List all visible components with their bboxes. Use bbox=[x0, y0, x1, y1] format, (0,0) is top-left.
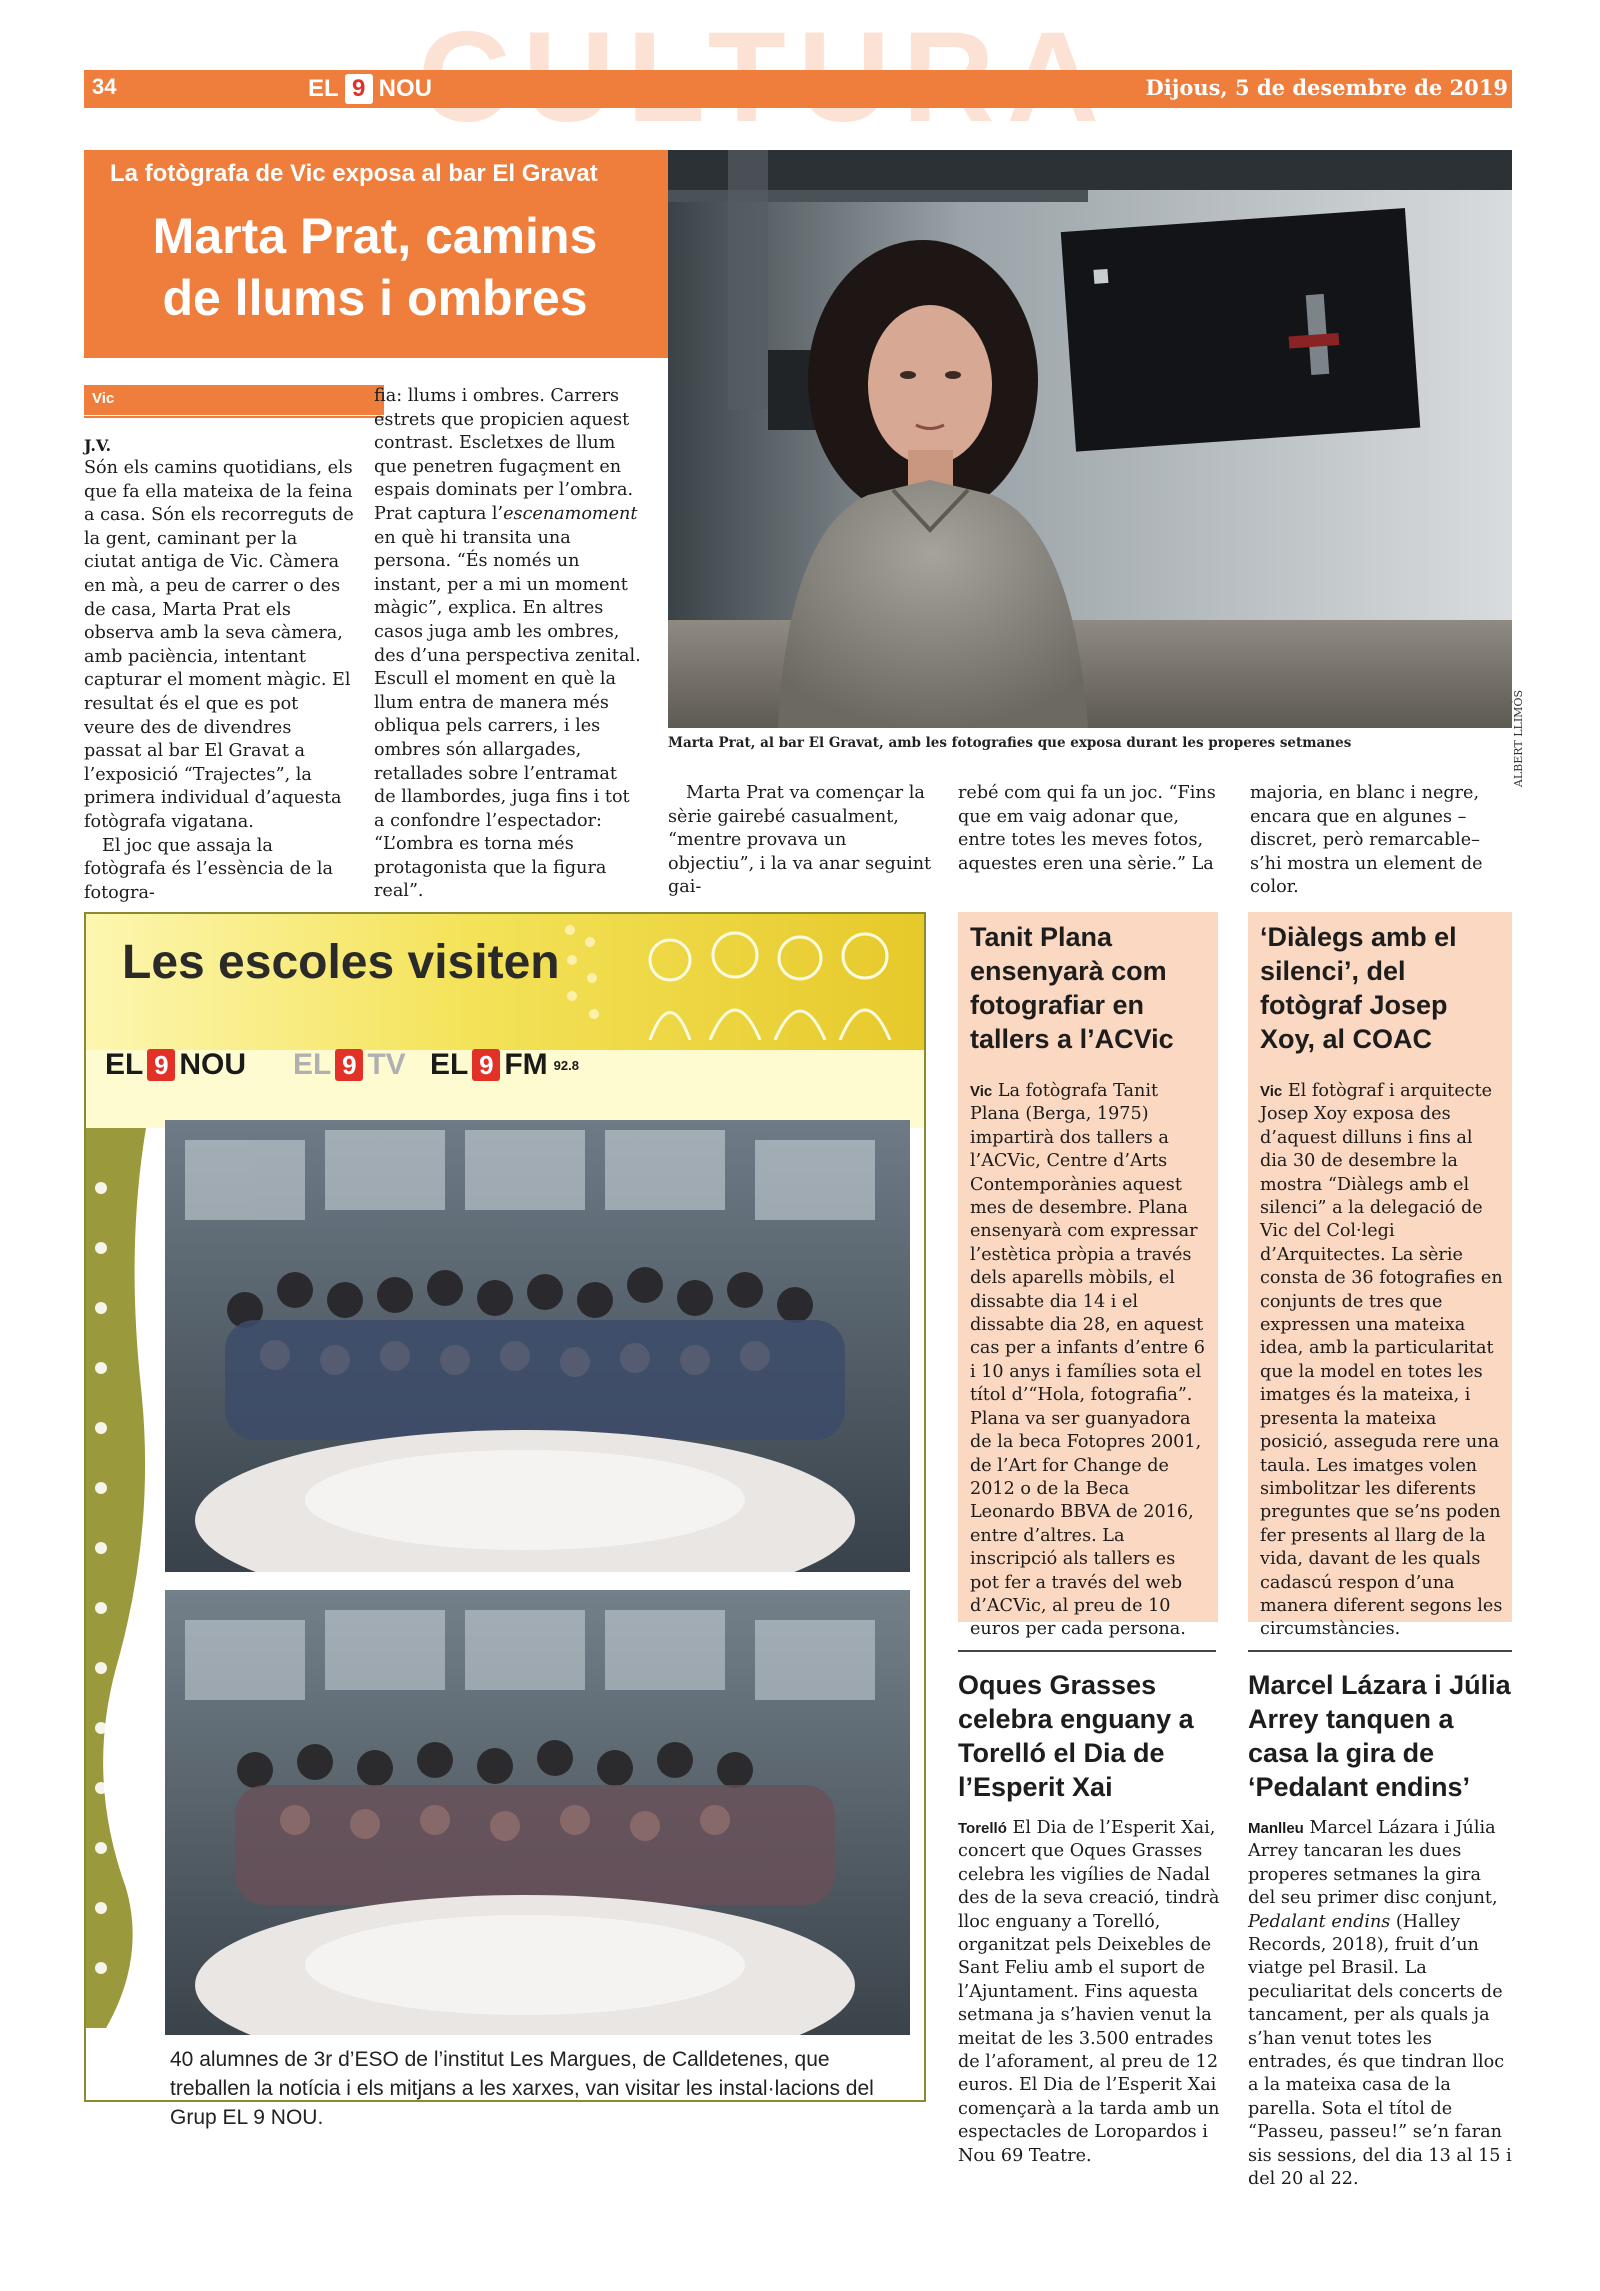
emphasis-text: escenamoment bbox=[503, 503, 638, 524]
photo-credit: ALBERT LLIMÓS bbox=[1512, 690, 1525, 788]
brief-title: Oques Grasses celebra enguany a Torelló el Dia de l’Esperit Xai bbox=[958, 1670, 1194, 1802]
school-group-photo-1 bbox=[165, 1120, 910, 1572]
emphasis-text: Pedalant endins bbox=[1248, 1911, 1391, 1932]
logo-prefix: EL bbox=[308, 75, 339, 102]
brief-text bbox=[1260, 1080, 1505, 1642]
brief-divider bbox=[958, 1650, 1216, 1652]
brief-divider bbox=[1248, 1650, 1512, 1652]
brief-body: El Dia de l’Esperit Xai, concert que Oques Grasses celebra les vigílies de Nadal des de la seva creació, tindrà lloc enguany a Torelló, organitzat pels Deixebles de Sant Feliu amb el suport de l’Ajuntament. Fins aquesta setmana ja s’havien venut la meitat de les 3.500 entrades de l’aforament, al preu de 12 euros. El Dia de l’Esperit Xai començarà a la tarda amb un espectacles de Loropardos i Nou 69 Teatre. bbox=[958, 1818, 1220, 2166]
logo-suffix: NOU bbox=[378, 75, 433, 102]
brief-location: Manlleu bbox=[1248, 1820, 1304, 1837]
logo-nine: 9 bbox=[345, 74, 373, 104]
brand-suffix: NOU bbox=[179, 1048, 247, 1081]
page-number: 34 bbox=[92, 74, 117, 99]
brand-prefix: EL bbox=[293, 1048, 332, 1081]
story-column-5 bbox=[1250, 782, 1512, 900]
brief-title: Marcel Lázara i Júlia Arrey tanquen a casa la gira de ‘Pedalant endins’ bbox=[1248, 1670, 1511, 1802]
issue-date: Dijous, 5 de desembre de 2019 bbox=[1145, 75, 1508, 100]
brief-text bbox=[1248, 1817, 1512, 2192]
text-run: en què hi transita una persona. “És només un instant, per a mi un moment màgic”, explica. En altres casos juga amb les ombres, des d’una perspectiva zenital. Escull el moment en què la llum entra de manera més obliqua pels carrers, i les ombres són allargades, retallades sobre l’entramat de llambordes, juga fins i tot a confondre l’espectador: “L’ombra es torna més protagonista que la figura real”. bbox=[374, 527, 641, 902]
location-bar bbox=[84, 385, 384, 415]
brief-body: El fotògraf i arquitecte Josep Xoy exposa des d’aquest dilluns i fins al dia 30 de desembre la mostra “Diàlegs amb el silenci” a la delegació de Vic del Col·legi d’Arquitectes. La sèrie consta de 36 fotografies en conjunts de tres que expressen una mateixa idea, amb la particularitat que la model en totes les imatges és la mateixa, i presenta la mateixa posició, asseguda rere una taula. Les imatges volen simbolitzar les diferents preguntes que se’ns poden fer presents al llarg de la vida, davant de les quals cadascú respon d’una manera diferent segons les circumstàncies. bbox=[1260, 1081, 1503, 1640]
brand-prefix: EL bbox=[105, 1048, 144, 1081]
school-panel-caption: 40 alumnes de 3r d’ESO de l’institut Les Margues, de Calldetenes, que treballen la notícia i els mitjans a les xarxes, van visitar les instal·lacions del Grup EL 9 NOU. bbox=[170, 2048, 874, 2129]
story-paragraph: Marta Prat va començar la sèrie gairebé casualment, “mentre provava un objectiu”, i la va anar seguint gai- bbox=[668, 783, 932, 898]
story-paragraph: rebé com qui fa un joc. “Fins que em vaig adonar que, entre totes les meves fotos, aquestes eren una sèrie.” La bbox=[958, 783, 1216, 874]
brand-nine: 9 bbox=[147, 1049, 175, 1081]
story-kicker: La fotògrafa de Vic exposa al bar El Gravat bbox=[110, 160, 598, 187]
story-location: Vic bbox=[92, 390, 115, 407]
brief-location: Torelló bbox=[958, 1820, 1007, 1837]
portrait-photo bbox=[668, 150, 1512, 728]
brief-location: Vic bbox=[970, 1083, 993, 1100]
paper-logo bbox=[308, 72, 432, 106]
kids-illustration bbox=[560, 920, 920, 1040]
group-photo-image bbox=[165, 1590, 910, 2035]
story-headline bbox=[90, 205, 660, 329]
brand-el9fm-logo bbox=[430, 1048, 579, 1082]
brand-el9nou-logo bbox=[105, 1048, 246, 1082]
photo-caption: Marta Prat, al bar El Gravat, amb les fotografies que exposa durant les properes setmanes bbox=[668, 735, 1352, 751]
brief-body: La fotògrafa Tanit Plana (Berga, 1975) impartirà dos tallers a l’ACVic, Centre d’Arts Contemporànies aquest mes de desembre. Plana ensenyarà com expressar l’estètica pròpia a través dels aparells mòbils, el dissabte dia 14 i el dissabte dia 28, en aquest cas per a infants d’entre 6 i 10 anys i famílies sota el títol d’“Hola, fotografia”. Plana va ser guanyadora de la beca Fotopres 2001, de l’Art for Change de 2012 o de la Beca Leonardo BBVA de 2016, entre d’altres. La inscripció als tallers es pot fer a través del web d’ACVic, al preu de 10 euros per cada persona. bbox=[970, 1081, 1205, 1640]
story-paragraph: majoria, en blanc i negre, encara que en algunes –discret, però remarcable– s’hi mostra un element de color. bbox=[1250, 783, 1483, 898]
brand-nine: 9 bbox=[472, 1049, 500, 1081]
brand-nine: 9 bbox=[335, 1049, 363, 1081]
story-paragraph: El joc que assaja la fotògrafa és l’essència de la fotogra- bbox=[84, 835, 333, 903]
brand-prefix: EL bbox=[430, 1048, 469, 1081]
main-photo bbox=[668, 150, 1512, 728]
school-group-photo-2 bbox=[165, 1590, 910, 2035]
brief-text bbox=[958, 1817, 1220, 2168]
brand-el9tv-logo bbox=[293, 1048, 406, 1082]
brief-location: Vic bbox=[1260, 1083, 1283, 1100]
school-panel-title: Les escoles visiten bbox=[122, 936, 560, 989]
group-photo-image bbox=[165, 1120, 910, 1572]
story-byline: J.V. bbox=[84, 436, 112, 455]
olive-decoration bbox=[86, 1128, 168, 2028]
story-column-1 bbox=[84, 457, 354, 905]
brief-title: Tanit Plana ensenyarà com fotografiar en tallers a l’ACVic bbox=[970, 922, 1174, 1054]
brand-suffix: FM bbox=[504, 1048, 548, 1081]
headline-line-2: de llums i ombres bbox=[162, 270, 588, 326]
text-run: (Halley Records, 2018), fruit d’un viatge pel Brasil. La peculiaritat dels concerts de tancament, per als quals ja s’han venut totes les entrades, és que tindran lloc a la mateixa casa de la parella. Sota el títol de “Passeu, passeu!” se’n faran sis sessions, del dia 13 al 15 i del 20 al 22. bbox=[1248, 1911, 1512, 2190]
text-run: fia: llums i ombres. Carrers estrets que propicien aquest contrast. Escletxes de llum que penetren fugaçment en espais dominats per l’ombra. Prat captura l’ bbox=[374, 386, 634, 524]
brief-body bbox=[1248, 1818, 1512, 2189]
location-rule bbox=[84, 416, 384, 418]
story-column-2 bbox=[374, 385, 644, 904]
story-paragraph: Són els camins quotidians, els que fa ella mateixa de la feina a casa. Són els recorreguts de la gent, caminant per la ciutat antiga de Vic. Càmera en mà, a peu de carrer o des de casa, Marta Prat els observa amb la seva càmera, amb paciència, intentant capturar el moment màgic. El resultat és el que es pot veure des de divendres passat al bar El Gravat a l’exposició “Trajectes”, la primera individual d’aquesta fotògrafa vigatana. bbox=[84, 458, 354, 832]
brand-suffix: TV bbox=[367, 1048, 406, 1081]
brief-title: ‘Diàlegs amb el silenci’, del fotògraf Josep Xoy, al COAC bbox=[1260, 922, 1457, 1054]
brief-text bbox=[970, 1080, 1208, 1642]
brand-frequency: 92.8 bbox=[553, 1057, 579, 1073]
story-paragraph bbox=[374, 385, 644, 904]
story-column-4 bbox=[958, 782, 1228, 876]
story-column-3 bbox=[668, 782, 938, 900]
headline-line-1: Marta Prat, camins bbox=[152, 208, 598, 264]
text-run: Marcel Lázara i Júlia Arrey tancaran les dues properes setmanes la gira del seu primer disc conjunt, bbox=[1248, 1818, 1498, 1909]
